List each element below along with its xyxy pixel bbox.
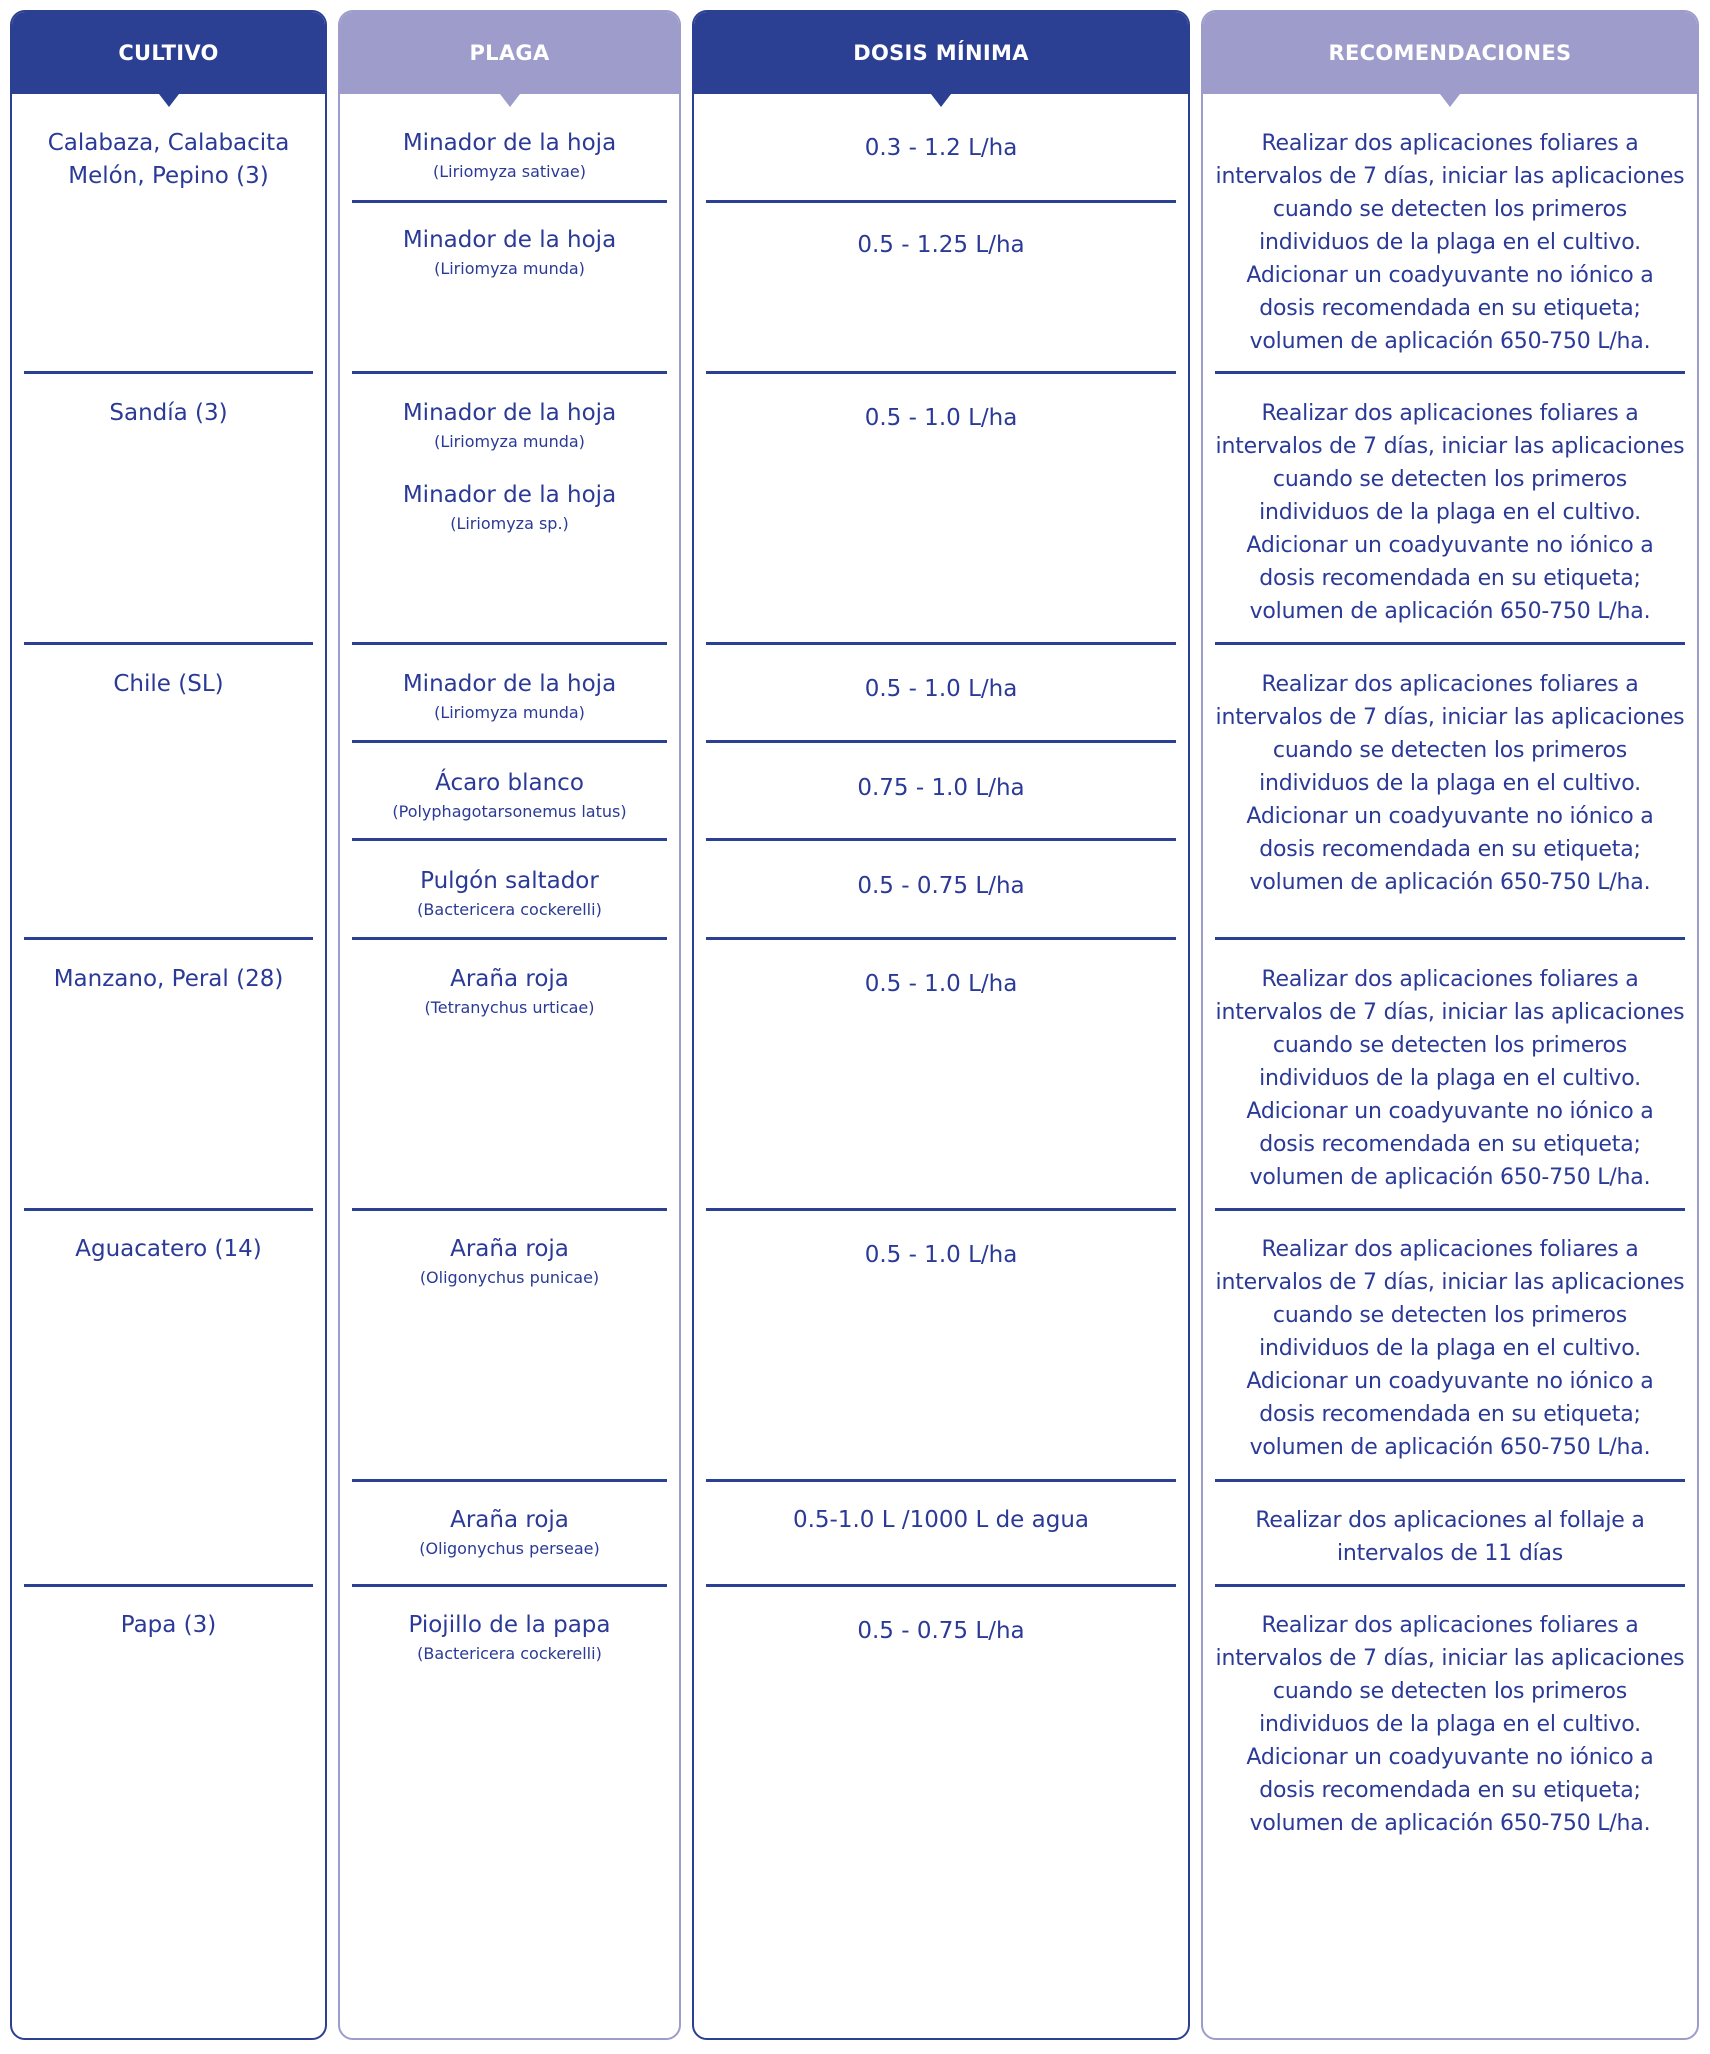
row-divider (352, 838, 667, 841)
plaga-nombre: Araña roja (450, 1236, 569, 1262)
plaga-item (344, 668, 675, 725)
recomendacion-text: Realizar dos aplicaciones foliares a intervalos de 7 días, iniciar las aplicaciones cuando se detecten los primeros individuos de la plaga en el cultivo. Adicionar un coadyuvante no iónico a dosis recomendada en su etiqueta; volumen de aplicación 650-750 L/ha. (1215, 131, 1685, 354)
cultivo-sandia: Sandía (3) (109, 400, 228, 426)
header-cultivo (12, 12, 325, 94)
plaga-cientifico: (Liriomyza sp.) (450, 514, 569, 533)
row-divider (352, 740, 667, 743)
row-divider (1215, 1208, 1685, 1211)
column-plaga (338, 10, 681, 2040)
header-recomendaciones (1203, 12, 1697, 94)
plaga-nombre: Araña roja (450, 966, 569, 992)
row-divider (352, 200, 667, 203)
plaga-item (344, 1504, 675, 1561)
recomendacion-text: Realizar dos aplicaciones foliares a intervalos de 7 días, iniciar las aplicaciones cuando se detecten los primeros individuos de la plaga en el cultivo. Adicionar un coadyuvante no iónico a dosis recomendada en su etiqueta; volumen de aplicación 650-750 L/ha. (1215, 1613, 1685, 1836)
plaga-item (344, 1233, 675, 1290)
row-divider (706, 371, 1176, 374)
dosis-value: 0.5 - 0.75 L/ha (857, 873, 1025, 899)
plaga-cientifico: (Oligonychus perseae) (419, 1539, 600, 1558)
row-divider (352, 642, 667, 645)
dosis-value: 0.5 - 1.25 L/ha (857, 232, 1025, 258)
dosis-value: 0.75 - 1.0 L/ha (857, 775, 1025, 801)
dosis-value: 0.5-1.0 L /1000 L de agua (792, 1507, 1090, 1533)
cultivo-calabaza: Calabaza, Calabacita Melón, Pepino (3) (47, 130, 290, 189)
plaga-item (344, 767, 675, 824)
dosis-value: 0.5 - 1.0 L/ha (864, 405, 1018, 431)
dosis-value: 0.5 - 1.0 L/ha (864, 676, 1018, 702)
plaga-cientifico: (Tetranychus urticae) (424, 998, 595, 1017)
plaga-nombre: Piojillo de la papa (408, 1612, 611, 1638)
cultivo-chile: Chile (SL) (113, 671, 224, 697)
header-dosis-label: DOSIS MÍNIMA (853, 41, 1029, 65)
row-divider (1215, 371, 1685, 374)
header-dosis (694, 12, 1188, 94)
header-notch (500, 94, 520, 107)
row-divider (706, 1584, 1176, 1587)
row-divider (24, 1208, 313, 1211)
row-divider (352, 1584, 667, 1587)
plaga-nombre: Minador de la hoja (402, 671, 617, 697)
column-dosis (692, 10, 1190, 2040)
dosis-value: 0.3 - 1.2 L/ha (864, 135, 1018, 161)
plaga-cientifico: (Liriomyza munda) (434, 703, 585, 722)
recomendacion-text: Realizar dos aplicaciones al follaje a intervalos de 11 días (1255, 1508, 1645, 1566)
dosis-value: 0.5 - 1.0 L/ha (864, 971, 1018, 997)
plaga-item (344, 865, 675, 922)
column-cultivo (10, 10, 327, 2040)
row-divider (24, 1584, 313, 1587)
row-divider (352, 937, 667, 940)
row-divider (24, 642, 313, 645)
row-divider (1215, 642, 1685, 645)
recomendacion-text: Realizar dos aplicaciones foliares a intervalos de 7 días, iniciar las aplicaciones cuando se detecten los primeros individuos de la plaga en el cultivo. Adicionar un coadyuvante no iónico a dosis recomendada en su etiqueta; volumen de aplicación 650-750 L/ha. (1215, 967, 1685, 1190)
plaga-nombre: Minador de la hoja (402, 227, 617, 253)
plaga-item (344, 397, 675, 454)
plaga-item (344, 1609, 675, 1666)
plaga-nombre: Minador de la hoja (402, 400, 617, 426)
plaga-item (344, 127, 675, 184)
plaga-item (344, 479, 675, 536)
plaga-cientifico: (Liriomyza munda) (434, 259, 585, 278)
plaga-nombre: Minador de la hoja (402, 130, 617, 156)
row-divider (1215, 1584, 1685, 1587)
cultivo-papa: Papa (3) (120, 1612, 217, 1638)
plaga-cientifico: (Liriomyza munda) (434, 432, 585, 451)
row-divider (706, 838, 1176, 841)
header-notch (931, 94, 951, 107)
plaga-nombre: Araña roja (450, 1507, 569, 1533)
header-cultivo-label: CULTIVO (118, 41, 219, 65)
row-divider (24, 937, 313, 940)
row-divider (1215, 1479, 1685, 1482)
row-divider (706, 1208, 1176, 1211)
header-recomendaciones-label: RECOMENDACIONES (1328, 41, 1572, 65)
plaga-cientifico: (Liriomyza sativae) (433, 162, 586, 181)
column-recomendaciones (1201, 10, 1699, 2040)
row-divider (706, 740, 1176, 743)
plaga-cientifico: (Polyphagotarsonemus latus) (392, 802, 627, 821)
header-notch (1440, 94, 1460, 107)
plaga-nombre: Ácaro blanco (435, 770, 584, 796)
plaga-item (344, 224, 675, 281)
header-notch (159, 94, 179, 107)
row-divider (706, 200, 1176, 203)
recomendacion-text: Realizar dos aplicaciones foliares a intervalos de 7 días, iniciar las aplicaciones cuando se detecten los primeros individuos de la plaga en el cultivo. Adicionar un coadyuvante no iónico a dosis recomendada en su etiqueta; volumen de aplicación 650-750 L/ha. (1215, 1237, 1685, 1460)
row-divider (24, 371, 313, 374)
row-divider (352, 1479, 667, 1482)
plaga-item (344, 963, 675, 1020)
plaga-cientifico: (Bactericera cockerelli) (417, 900, 602, 919)
dosis-value: 0.5 - 0.75 L/ha (857, 1618, 1025, 1644)
plaga-cientifico: (Bactericera cockerelli) (417, 1644, 602, 1663)
plaga-cientifico: (Oligonychus punicae) (419, 1268, 600, 1287)
row-divider (1215, 937, 1685, 940)
row-divider (352, 1208, 667, 1211)
recomendacion-text: Realizar dos aplicaciones foliares a intervalos de 7 días, iniciar las aplicaciones cuando se detecten los primeros individuos de la plaga en el cultivo. Adicionar un coadyuvante no iónico a dosis recomendada en su etiqueta; volumen de aplicación 650-750 L/ha. (1215, 672, 1685, 895)
plaga-nombre: Minador de la hoja (402, 482, 617, 508)
cultivo-manzano: Manzano, Peral (28) (53, 966, 284, 992)
header-plaga (340, 12, 679, 94)
dosis-value: 0.5 - 1.0 L/ha (864, 1242, 1018, 1268)
cultivo-aguacatero: Aguacatero (14) (75, 1236, 262, 1262)
row-divider (352, 371, 667, 374)
row-divider (706, 937, 1176, 940)
row-divider (706, 1479, 1176, 1482)
plaga-nombre: Pulgón saltador (420, 868, 599, 894)
row-divider (706, 642, 1176, 645)
recomendacion-text: Realizar dos aplicaciones foliares a intervalos de 7 días, iniciar las aplicaciones cuando se detecten los primeros individuos de la plaga en el cultivo. Adicionar un coadyuvante no iónico a dosis recomendada en su etiqueta; volumen de aplicación 650-750 L/ha. (1215, 401, 1685, 624)
header-plaga-label: PLAGA (469, 41, 550, 65)
